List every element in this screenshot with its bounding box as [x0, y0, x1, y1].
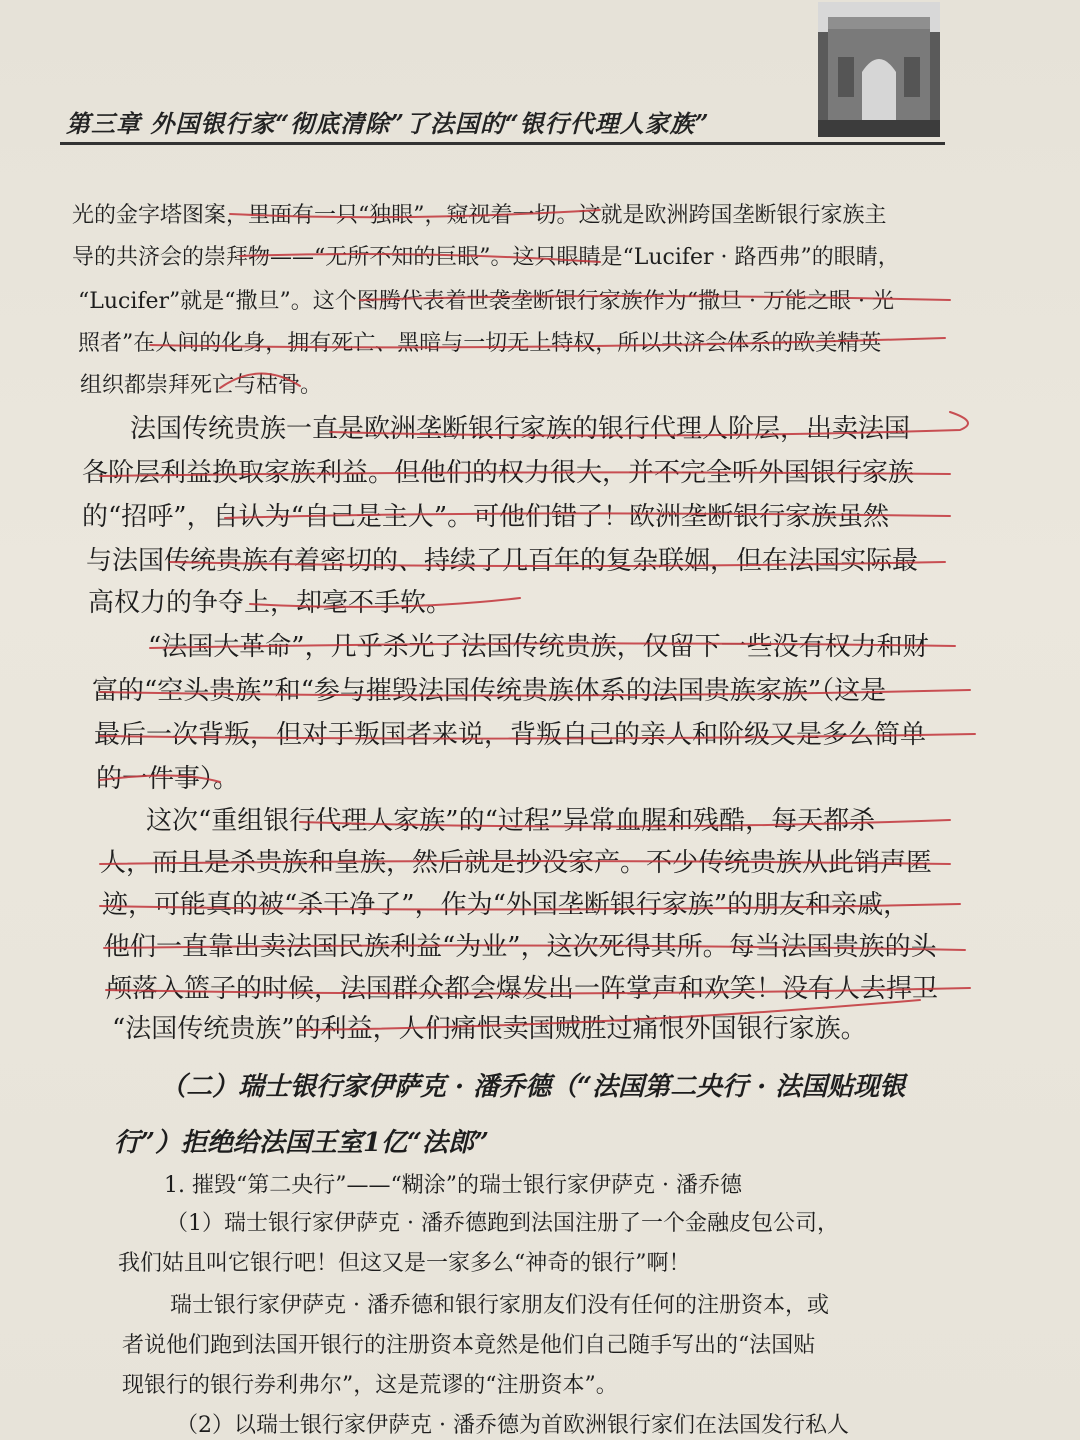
text-line: “法国传统贵族”的利益，人们痛恨卖国贼胜过痛恨外国银行家族。	[112, 1014, 867, 1044]
text-line: 法国传统贵族一直是欧洲垄断银行家族的银行代理人阶层，出卖法国	[130, 414, 911, 444]
text-line: （1）瑞士银行家伊萨克 · 潘乔德跑到法国注册了一个金融皮包公司，	[166, 1211, 839, 1236]
text-line: 1. 摧毁“第二央行”——“糊涂”的瑞士银行家伊萨克 · 潘乔德	[164, 1173, 742, 1198]
header-rule	[60, 142, 945, 145]
chapter-title: 第三章 外国银行家“彻底清除”了法国的“银行代理人家族”	[66, 109, 710, 138]
page-header	[60, 90, 940, 150]
text-line: 照者”在人间的化身，拥有死亡、黑暗与一切无上特权，所以共济会体系的欧美精英	[78, 331, 882, 356]
text-line: “Lucifer”就是“撒旦”。这个图腾代表着世袭垄断银行家族作为“撒旦 · 万能之眼 · 光	[78, 289, 895, 314]
text-line: 光的金字塔图案，里面有一只“独眼”，窥视着一切。这就是欧洲跨国垄断银行家族主	[72, 203, 887, 228]
text-line: 现银行的银行券利弗尔”，这是荒谬的“注册资本”。	[122, 1373, 618, 1398]
text-line: 行”）拒绝给法国王室1亿“法郎”	[114, 1128, 489, 1158]
arc-de-triomphe-photo	[818, 2, 940, 137]
text-line: 各阶层利益换取家族利益。但他们的权力很大，并不完全听外国银行家族	[82, 458, 915, 488]
text-line: 他们一直靠出卖法国民族利益“为业”，这次死得其所。每当法国贵族的头	[104, 932, 937, 962]
text-line: 与法国传统贵族有着密切的、持续了几百年的复杂联姻，但在法国实际最	[86, 546, 919, 576]
text-line: 的一件事）。	[96, 764, 240, 794]
text-line: 人，而且是杀贵族和皇族，然后就是抄没家产。不少传统贵族从此销声匿	[100, 848, 933, 878]
text-line: 最后一次背叛，但对于叛国者来说，背叛自己的亲人和阶级又是多么简单	[94, 720, 927, 750]
text-line: （2）以瑞士银行家伊萨克 · 潘乔德为首欧洲银行家们在法国发行私人	[176, 1413, 849, 1438]
text-line: “法国大革命”，几乎杀光了法国传统贵族，仅留下一些没有权力和财	[148, 632, 929, 662]
text-line: 颅落入篮子的时候，法国群众都会爆发出一阵掌声和欢笑！没有人去捍卫	[106, 974, 939, 1004]
text-line: 导的共济会的崇拜物——“无所不知的巨眼”。这只眼睛是“Lucifer · 路西弗”的眼睛，	[72, 245, 900, 270]
text-line: 富的“空头贵族”和“参与摧毁法国传统贵族体系的法国贵族家族”（这是	[92, 676, 887, 706]
text-line: 组织都崇拜死亡与枯骨。	[80, 373, 323, 398]
text-line: 的“招呼”，自认为“自己是主人”。可他们错了！欧洲垄断银行家族虽然	[82, 502, 890, 532]
text-line: 这次“重组银行代理人家族”的“过程”异常血腥和残酷，每天都杀	[146, 806, 876, 836]
text-line: 高权力的争夺上，却毫不手软。	[88, 588, 453, 618]
text-line: 迹，可能真的被“杀干净了”，作为“外国垄断银行家族”的朋友和亲戚，	[102, 890, 910, 920]
text-line: 我们姑且叫它银行吧！但这又是一家多么“神奇的银行”啊！	[118, 1251, 691, 1276]
text-line: 者说他们跑到法国开银行的注册资本竟然是他们自己随手写出的“法国贴	[122, 1333, 816, 1358]
text-line: （二）瑞士银行家伊萨克 · 潘乔德（“法国第二央行 · 法国贴现银	[160, 1072, 906, 1102]
text-line: 瑞士银行家伊萨克 · 潘乔德和银行家朋友们没有任何的注册资本，或	[170, 1293, 829, 1318]
